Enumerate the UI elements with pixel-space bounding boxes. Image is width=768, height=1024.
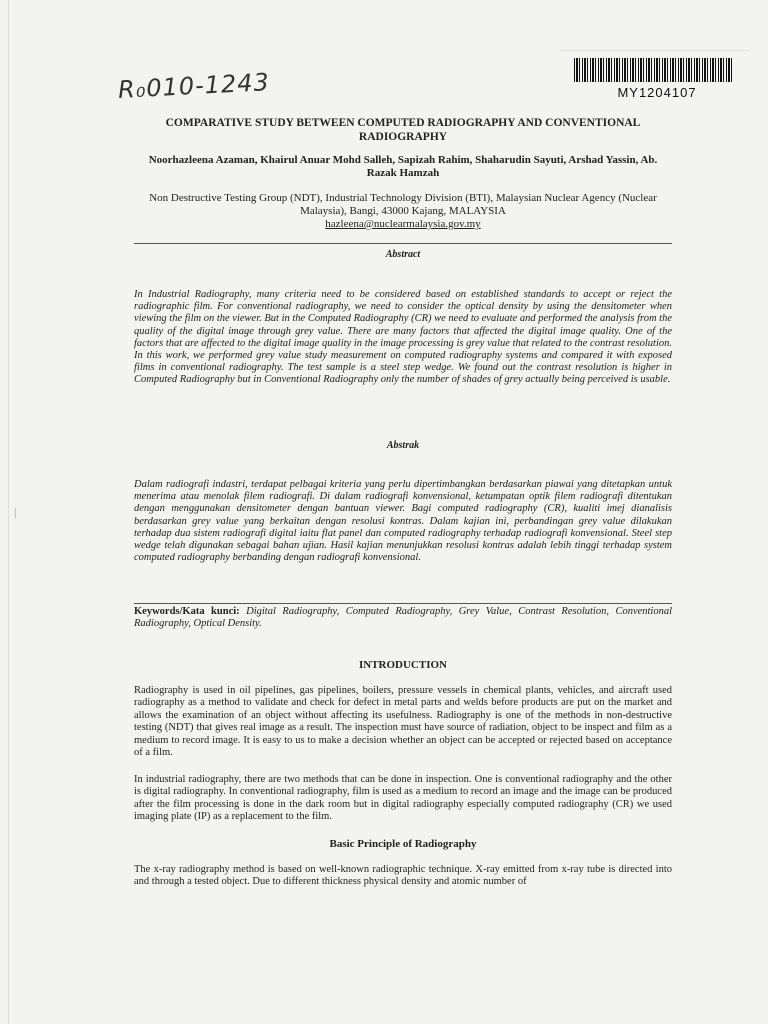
introduction-heading: INTRODUCTION (358, 659, 447, 671)
barcode-id: MY1204107 (617, 85, 697, 100)
keywords (134, 606, 672, 630)
scan-mark: | (14, 505, 17, 519)
paper-authors: Noorhazleena Azaman, Khairul Anuar Mohd Salleh, Sapizah Rahim, Shaharudin Sayuti, Arshad Yassin, Ab. Razak Hamzah (148, 154, 658, 179)
keywords-label: Keywords/Kata kunci: (134, 606, 240, 617)
divider-keywords (134, 603, 672, 604)
abstrak-body: Dalam radiografi indastri, terdapat pelbagai kriteria yang perlu dipertimbangkan berdasarkan piawai yang ditetapkan untuk menerima atau menolak filem radiografi. Di dalam radiografi konvensional, ketumpatan optik filem radiografi ditentukan dengan menggunakan densitometer dengan bantuan viewer. Bagi computed radiography (CR), kualiti imej dianalisis berdasarkan grey value yang berkaitan dengan resolusi kontras. Dalam kajian ini, perbandingan grey value dilakukan terhadap dua sistem radiografi digital iaitu flat panel dan computed radiography terhadap radiografi konvensional. Steel step wedge telah digunakan sebagai bahan ujian. Hasil kajian menunjukkan resolusi kontras adalah lebih tinggi terhadap system computed radiography berbanding dengan radiografi konvensional. (134, 479, 672, 564)
barcode-label (574, 58, 740, 106)
paper-affiliation (134, 192, 672, 231)
intro-paragraph-1: Radiography is used in oil pipelines, gas pipelines, boilers, pressure vessels in chemical plants, vehicles, and aircraft used radiography as a method to validate and check for defect in metal parts and welds before products are put on the market and allows the examination of an object without affecting its usefulness. Radiography is one of the methods in non-destructive testing (NDT) that gives real image as a result. The inspection must have source of radiation, object to be inspect and film as a medium to record image. It is easy to us to make a decision whether an object can be accepted or rejected based on acceptance of a film. (134, 685, 672, 759)
handwritten-reference: R₀010-1243 (117, 68, 271, 104)
abstract-label: Abstract (385, 249, 421, 260)
basic-principle-heading: Basic Principle of Radiography (329, 838, 477, 850)
faint-line (560, 50, 750, 51)
scan-edge (8, 0, 9, 1024)
author-email: hazleena@nuclearmalaysia.gov.my (325, 218, 481, 230)
paper-title: COMPARATIVE STUDY BETWEEN COMPUTED RADIOGRAPHY AND CONVENTIONAL RADIOGRAPHY (165, 117, 641, 143)
divider-top (134, 243, 672, 244)
abstrak-label: Abstrak (386, 440, 420, 451)
affiliation-text: Non Destructive Testing Group (NDT), Industrial Technology Division (BTI), Malaysian Nuclear Agency (Nuclear Malaysia), Bangi, 43000 Kajang, MALAYSIA (149, 192, 657, 217)
abstract-body: In Industrial Radiography, many criteria need to be considered based on established standards to accept or reject the radiographic film. For conventional radiography, we need to consider the optical density by using the densitometer when viewing the film on the viewer. But in the Computed Radiography (CR) we need to evaluate and performed the analysis from the quality of the digital image through grey value. There are many factors that affected the digital image quality. One of the factors that are affected to the digital image quality in the image processing is grey value that related to the contrast resolution. In this work, we performed grey value study measurement on computed radiography systems and compared it with exposed films in conventional radiography. The test sample is a steel step wedge. We found out the contrast resolution is higher in Computed Radiography but in Conventional Radiography only the number of shades of grey actually being perceived is usable. (134, 289, 672, 386)
intro-paragraph-2: In industrial radiography, there are two methods that can be done in inspection. One is conventional radiography and the other is digital radiography. In conventional radiography, film is used as a medium to record an image and the image can be produced after the film processing is done in the dark room but in digital radiography especially computed radiography (CR) we used imaging plate (IP) as a replacement to the film. (134, 774, 672, 823)
barcode (574, 58, 734, 82)
basic-principle-paragraph: The x-ray radiography method is based on well-known radiographic technique. X-ray emitted from x-ray tube is directed into and through a tested object. Due to different thickness physical density and atomic number of (134, 864, 672, 888)
keywords-list: Digital Radiography, Computed Radiography, Grey Value, Contrast Resolution, Conventional Radiography, Optical Density. (134, 606, 673, 630)
